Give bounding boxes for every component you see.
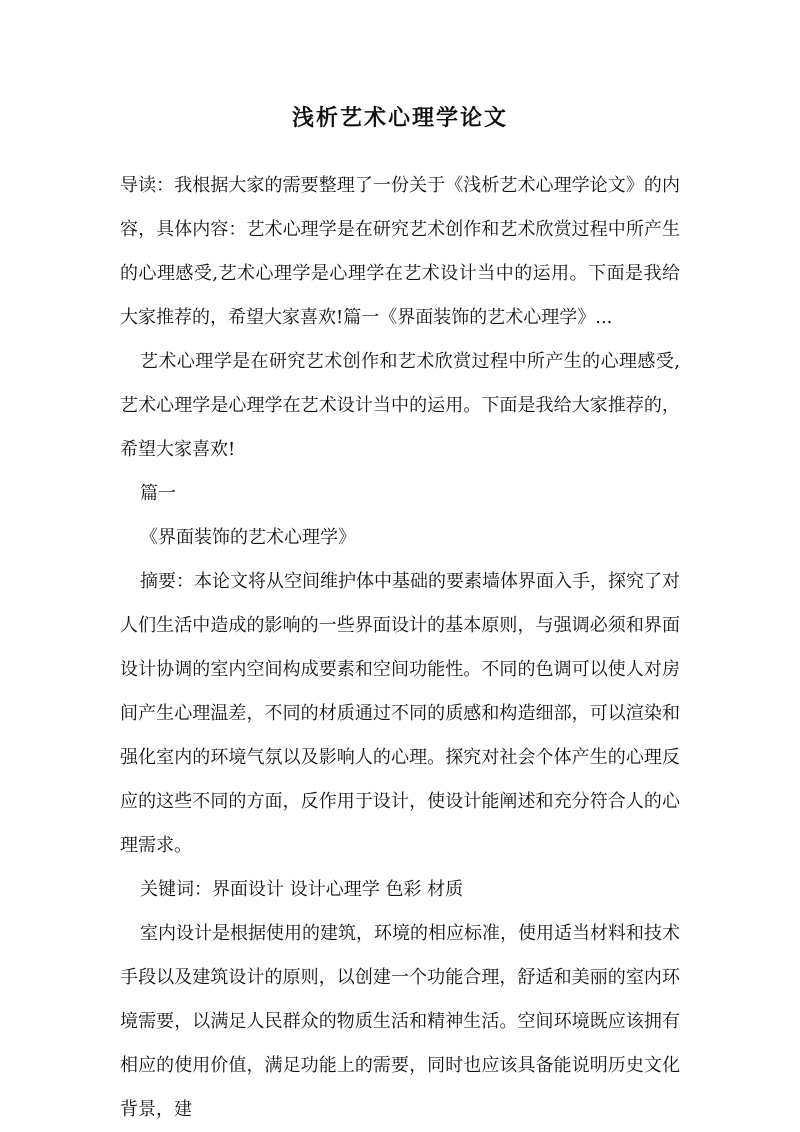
keywords-line: 关键词：界面设计 设计心理学 色彩 材质 xyxy=(140,879,464,900)
section-title: 《界面装饰的艺术心理学》 xyxy=(140,527,356,548)
abstract-paragraph: 摘要：本论文将从空间维护体中基础的要素墙体界面入手，探究了对人们生活中造成的影响的一些界面设计的基本原则，与强调必须和界面设计协调的室内空间构成要素和空间功能性。不同的色调可以使人对房间产生心理温差，不同的材质通过不同的质感和构造细部，可以渲染和强化室内的环境气氛以及影响人的心理。探究对社会个体产生的心理反应的这些不同的方面，反作用于设计，使设计能阐述和充分符合人的心理需求。 xyxy=(120,571,680,856)
section-label: 篇一 xyxy=(140,483,176,504)
summary-paragraph: 艺术心理学是在研究艺术创作和艺术欣赏过程中所产生的心理感受,艺术心理学是心理学在艺术设计当中的运用。下面是我给大家推荐的，希望大家喜欢! xyxy=(120,351,680,460)
body-paragraph: 室内设计是根据使用的建筑，环境的相应标准，使用适当材料和技术手段以及建筑设计的原则，以创建一个功能合理，舒适和美丽的室内环境需要，以满足人民群众的物质生活和精神生活。空间环境既应该拥有相应的使用价值，满足功能上的需要，同时也应该具备能说明历史文化背景，建 xyxy=(120,923,680,1120)
intro-paragraph: 导读：我根据大家的需要整理了一份关于《浅析艺术心理学论文》的内容，具体内容：艺术心理学是在研究艺术创作和艺术欣赏过程中所产生的心理感受,艺术心理学是心理学在艺术设计当中的运用。下面是我给大家推荐的，希望大家喜欢!篇一《界面装饰的艺术心理学》... xyxy=(120,175,680,328)
document-title: 浅析艺术心理学论文 xyxy=(291,105,508,131)
